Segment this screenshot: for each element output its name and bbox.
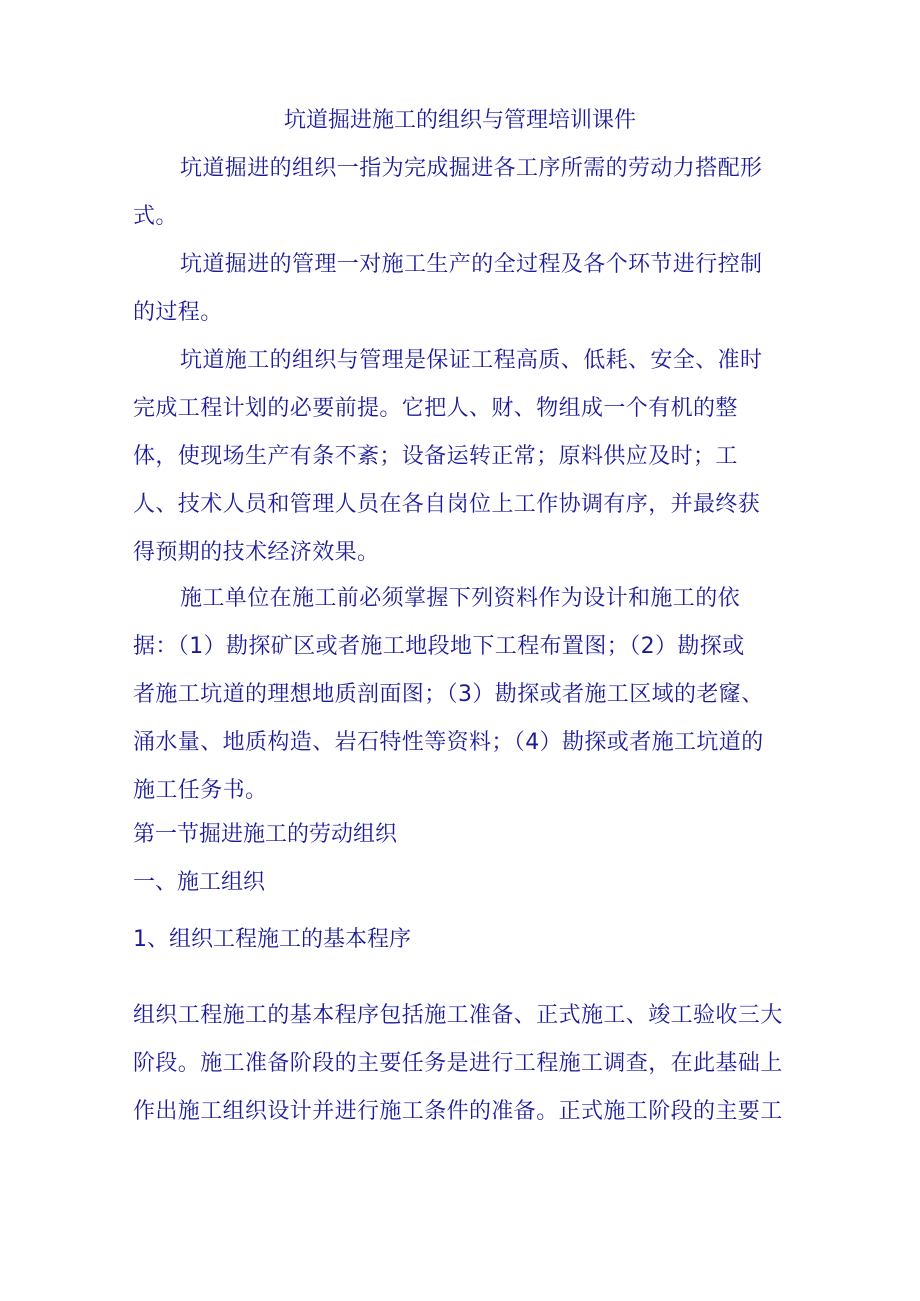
paragraph-required-materials (133, 575, 813, 815)
document-title: 坑道掘进施工的组织与管理培训课件 (283, 108, 636, 133)
item-heading: 1、组织工程施工的基本程序 (133, 927, 411, 952)
paragraph-management-definition (133, 241, 813, 337)
text-line: 坑道施工的组织与管理是保证工程高质、低耗、安全、准时 (180, 348, 763, 373)
paragraph-organization-importance (133, 337, 813, 577)
text-line: 的过程。 (133, 300, 223, 325)
text-line: 得预期的技术经济效果。 (133, 540, 380, 565)
text-line: 组织工程施工的基本程序包括施工准备、正式施工、竣工验收三大 (133, 1003, 783, 1028)
text-line: 施工任务书。 (133, 778, 268, 803)
section-heading: 第一节掘进施工的劳动组织 (133, 822, 398, 847)
text-line: 完成工程计划的必要前提。它把人、财、物组成一个有机的整 (133, 396, 738, 421)
text-line: 式。 (133, 204, 178, 229)
text-line: 施工单位在施工前必须掌握下列资料作为设计和施工的依 (180, 586, 741, 611)
text-line: 者施工坑道的理想地质剖面图；（3）勘探或者施工区域的老窿、 (133, 682, 764, 707)
text-line: 坑道掘进的管理一对施工生产的全过程及各个环节进行控制 (180, 252, 763, 277)
text-line: 阶段。施工准备阶段的主要任务是进行工程施工调查，在此基础上 (133, 1051, 783, 1076)
text-line: 坑道掘进的组织一指为完成掘进各工序所需的劳动力搭配形 (180, 156, 763, 181)
subsection-heading: 一、施工组织 (133, 870, 266, 895)
paragraph-organization-definition (133, 145, 813, 241)
paragraph-basic-procedure (133, 992, 813, 1136)
text-line: 涌水量、地质构造、岩石特性等资料；（4）勘探或者施工坑道的 (133, 730, 764, 755)
text-line: 作出施工组织设计并进行施工条件的准备。正式施工阶段的主要工 (133, 1099, 783, 1124)
text-line: 据：（1）勘探矿区或者施工地段地下工程布置图；（2）勘探或 (133, 634, 745, 659)
text-line: 人、技术人员和管理人员在各自岗位上工作协调有序，并最终获 (133, 492, 761, 517)
text-line: 体，使现场生产有条不紊；设备运转正常；原料供应及时；工 (133, 444, 738, 469)
